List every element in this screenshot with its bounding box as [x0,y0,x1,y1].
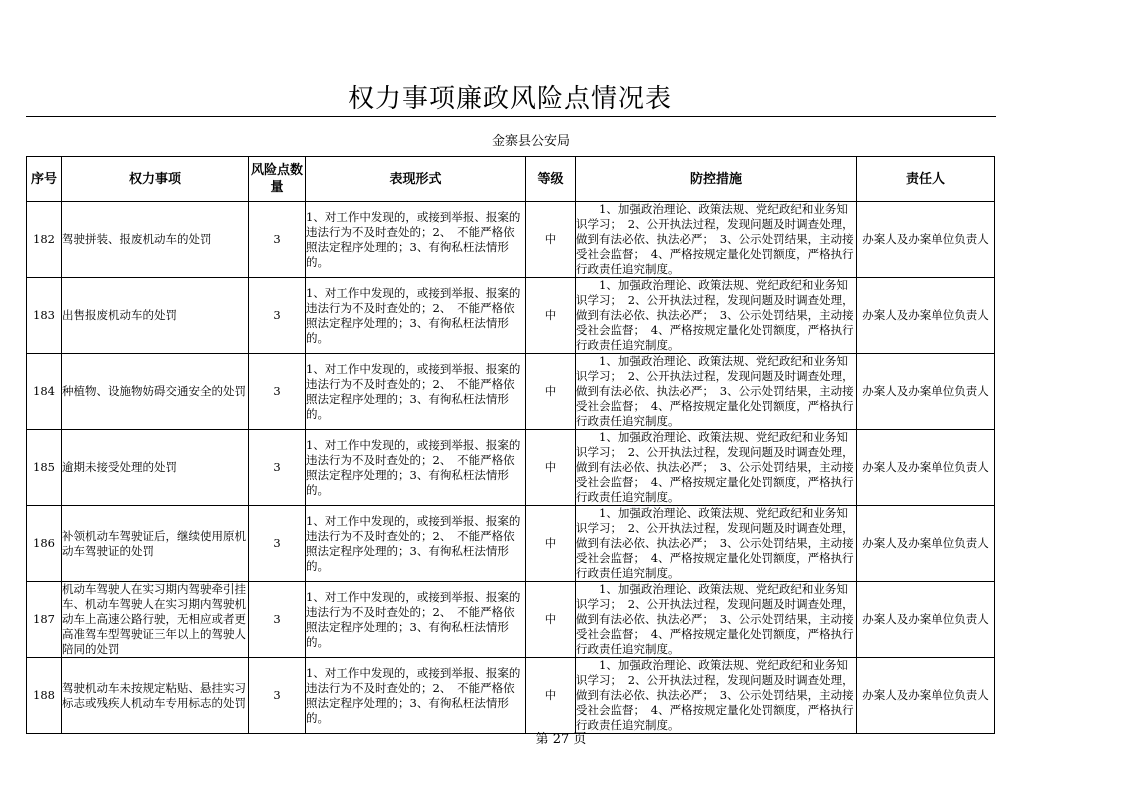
header-seq: 序号 [27,157,62,202]
cell-item: 补领机动车驾驶证后，继续使用原机动车驾驶证的处罚 [62,506,249,582]
cell-measures: 1、加强政治理论、政策法规、党纪政纪和业务知识学习； 2、公开执法过程，发现问题及时调查处理，做到有法必依、执法必严； 3、公示处罚结果，主动接受社会监督； 4、严格按规定量化处罚额度，严格执行行政责任追究制度。 [576,278,857,354]
cell-level: 中 [526,430,576,506]
header-form: 表现形式 [306,157,526,202]
table-row [27,506,995,582]
cell-responsible: 办案人及办案单位负责人 [857,354,995,430]
risk-table [26,156,995,734]
cell-seq: 185 [27,430,62,506]
cell-form: 1、对工作中发现的，或接到举报、报案的违法行为不及时查处的；2、 不能严格依照法定程序处理的；3、有徇私枉法情形的。 [306,582,526,658]
cell-measures: 1、加强政治理论、政策法规、党纪政纪和业务知识学习； 2、公开执法过程，发现问题及时调查处理，做到有法必依、执法必严； 3、公示处罚结果，主动接受社会监督； 4、严格按规定量化处罚额度，严格执行行政责任追究制度。 [576,506,857,582]
cell-risk-count: 3 [249,278,306,354]
cell-level: 中 [526,506,576,582]
cell-measures: 1、加强政治理论、政策法规、党纪政纪和业务知识学习； 2、公开执法过程，发现问题及时调查处理，做到有法必依、执法必严； 3、公示处罚结果，主动接受社会监督； 4、严格按规定量化处罚额度，严格执行行政责任追究制度。 [576,202,857,278]
cell-level: 中 [526,354,576,430]
cell-item: 出售报废机动车的处罚 [62,278,249,354]
title-divider [26,116,996,117]
cell-risk-count: 3 [249,430,306,506]
cell-responsible: 办案人及办案单位负责人 [857,430,995,506]
cell-responsible: 办案人及办案单位负责人 [857,202,995,278]
cell-seq: 182 [27,202,62,278]
cell-level: 中 [526,658,576,734]
cell-level: 中 [526,202,576,278]
cell-form: 1、对工作中发现的，或接到举报、报案的违法行为不及时查处的；2、 不能严格依照法定程序处理的；3、有徇私枉法情形的。 [306,202,526,278]
cell-form: 1、对工作中发现的，或接到举报、报案的违法行为不及时查处的；2、 不能严格依照法定程序处理的；3、有徇私枉法情形的。 [306,278,526,354]
table-row [27,354,995,430]
table-row [27,582,995,658]
cell-measures: 1、加强政治理论、政策法规、党纪政纪和业务知识学习； 2、公开执法过程，发现问题及时调查处理，做到有法必依、执法必严； 3、公示处罚结果，主动接受社会监督； 4、严格按规定量化处罚额度，严格执行行政责任追究制度。 [576,582,857,658]
cell-level: 中 [526,582,576,658]
cell-measures: 1、加强政治理论、政策法规、党纪政纪和业务知识学习； 2、公开执法过程，发现问题及时调查处理，做到有法必依、执法必严； 3、公示处罚结果，主动接受社会监督； 4、严格按规定量化处罚额度，严格执行行政责任追究制度。 [576,658,857,734]
cell-risk-count: 3 [249,658,306,734]
cell-responsible: 办案人及办案单位负责人 [857,658,995,734]
cell-seq: 186 [27,506,62,582]
cell-measures: 1、加强政治理论、政策法规、党纪政纪和业务知识学习； 2、公开执法过程，发现问题及时调查处理，做到有法必依、执法必严； 3、公示处罚结果，主动接受社会监督； 4、严格按规定量化处罚额度，严格执行行政责任追究制度。 [576,354,857,430]
cell-risk-count: 3 [249,506,306,582]
cell-risk-count: 3 [249,202,306,278]
cell-seq: 184 [27,354,62,430]
cell-responsible: 办案人及办案单位负责人 [857,506,995,582]
header-item: 权力事项 [62,157,249,202]
table-row [27,202,995,278]
cell-measures: 1、加强政治理论、政策法规、党纪政纪和业务知识学习； 2、公开执法过程，发现问题及时调查处理，做到有法必依、执法必严； 3、公示处罚结果，主动接受社会监督； 4、严格按规定量化处罚额度，严格执行行政责任追究制度。 [576,430,857,506]
department-name: 金寨县公安局 [491,134,570,149]
cell-form: 1、对工作中发现的，或接到举报、报案的违法行为不及时查处的；2、 不能严格依照法定程序处理的；3、有徇私枉法情形的。 [306,506,526,582]
cell-seq: 183 [27,278,62,354]
cell-responsible: 办案人及办案单位负责人 [857,278,995,354]
header-measures: 防控措施 [576,157,857,202]
page-number: 第 27 页 [535,732,587,747]
cell-form: 1、对工作中发现的，或接到举报、报案的违法行为不及时查处的；2、 不能严格依照法定程序处理的；3、有徇私枉法情形的。 [306,658,526,734]
header-responsible: 责任人 [857,157,995,202]
page-title: 权力事项廉政风险点情况表 [347,84,672,114]
cell-item: 驾驶机动车未按规定粘贴、悬挂实习标志或残疾人机动车专用标志的处罚 [62,658,249,734]
cell-item: 机动车驾驶人在实习期内驾驶牵引挂车、机动车驾驶人在实习期内驾驶机动车上高速公路行驶，无相应或者更高准驾车型驾驶证三年以上的驾驶人陪同的处罚 [62,582,249,658]
cell-responsible: 办案人及办案单位负责人 [857,582,995,658]
table-row [27,430,995,506]
table-row [27,658,995,734]
cell-item: 驾驶拼装、报废机动车的处罚 [62,202,249,278]
header-risk-count: 风险点数量 [249,157,306,202]
cell-seq: 188 [27,658,62,734]
table-header-row [27,157,995,202]
cell-seq: 187 [27,582,62,658]
cell-form: 1、对工作中发现的，或接到举报、报案的违法行为不及时查处的；2、 不能严格依照法定程序处理的；3、有徇私枉法情形的。 [306,354,526,430]
cell-level: 中 [526,278,576,354]
table-row [27,278,995,354]
cell-item: 逾期未接受处理的处罚 [62,430,249,506]
header-level: 等级 [526,157,576,202]
cell-risk-count: 3 [249,582,306,658]
cell-item: 种植物、设施物妨碍交通安全的处罚 [62,354,249,430]
cell-risk-count: 3 [249,354,306,430]
cell-form: 1、对工作中发现的，或接到举报、报案的违法行为不及时查处的；2、 不能严格依照法定程序处理的；3、有徇私枉法情形的。 [306,430,526,506]
